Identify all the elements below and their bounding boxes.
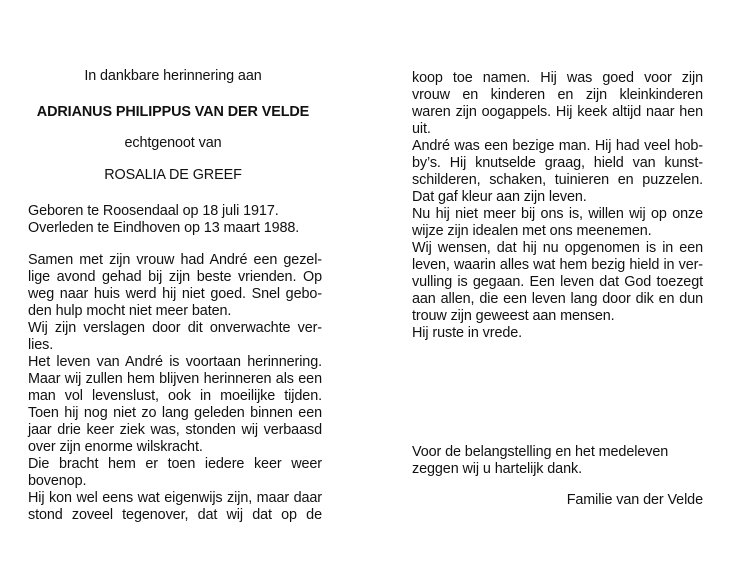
relation-text: echtgenoot van xyxy=(124,135,222,151)
text-line: aan allen, die een leven lang door dik en dun xyxy=(412,291,703,307)
text-line: vulling is gegaan. Een leven dat God toezegt xyxy=(412,274,703,290)
text-line: Maar wij zullen hem blijven herinneren als een xyxy=(28,371,322,387)
text-line: wijze zijn idealen met ons meenemen. xyxy=(412,223,652,239)
text-line: Hij kon wel eens wat eigenwijs zijn, maar daar xyxy=(28,490,322,506)
text-line: stond zoveel tegenover, dat wij dat op de xyxy=(28,507,322,523)
text-line: Samen met zijn vrouw had André een gezel- xyxy=(28,252,322,268)
text-line: by’s. Hij knutselde graag, hield van kunst- xyxy=(412,155,703,171)
birth-line: Geboren te Roosendaal op 18 juli 1917. xyxy=(28,203,279,219)
text-line: weg naar huis werd hij niet goed. Snel gebo- xyxy=(28,286,322,302)
left-column xyxy=(0,0,367,584)
text-line: Wij wensen, dat hij nu opgenomen is in een xyxy=(412,240,703,256)
text-line: Wij zijn verslagen door dit onverwachte ver- xyxy=(28,320,322,336)
text-line: leven, waarin alles wat hem bezig hield in ver- xyxy=(412,257,703,273)
text-line: Die bracht hem er toen iedere keer weer xyxy=(28,456,322,472)
text-line: over zijn enorme wilskracht. xyxy=(28,439,203,455)
text-line: Nu hij niet meer bij ons is, willen wij op onze xyxy=(412,206,703,222)
thanks-line: zeggen wij u hartelijk dank. xyxy=(412,461,582,477)
family-signature: Familie van der Velde xyxy=(566,492,703,508)
text-line: bovenop. xyxy=(28,473,87,489)
text-line: Toen hij nog niet zo lang geleden binnen een xyxy=(28,405,322,421)
text-line: jaar drie keer ziek was, stonden wij verbaasd xyxy=(28,422,322,438)
death-line: Overleden te Eindhoven op 13 maart 1988. xyxy=(28,220,300,236)
text-line: lige avond gehad bij zijn beste vrienden. Op xyxy=(28,269,322,285)
text-line: André was een bezige man. Hij had veel hob- xyxy=(412,138,703,154)
thanks-line: Voor de belangstelling en het medeleven xyxy=(412,444,669,460)
text-line: schilderen, schaken, tuinieren en puzzelen. xyxy=(412,172,703,188)
text-line: Dat gaf kleur aan zijn leven. xyxy=(412,189,587,205)
text-line: trouw zijn geweest aan mensen. xyxy=(412,308,615,324)
text-line: waren zijn oogappels. Hij keek altijd naar hen xyxy=(412,104,703,120)
intro-text: In dankbare herinnering aan xyxy=(84,68,262,84)
spouse-name: ROSALIA DE GREEF xyxy=(104,167,242,183)
text-line: Hij ruste in vrede. xyxy=(412,325,523,341)
text-line: koop toe namen. Hij was goed voor zijn xyxy=(412,70,703,86)
text-line: den hulp mocht niet meer baten. xyxy=(28,303,232,319)
text-line: vrouw en kinderen en zijn kleinkinderen xyxy=(412,87,703,103)
text-line: Het leven van André is voortaan herinnering. xyxy=(28,354,322,370)
deceased-name: ADRIANUS PHILIPPUS VAN DER VELDE xyxy=(36,104,310,120)
right-column xyxy=(367,0,735,584)
text-line: uit. xyxy=(412,121,431,137)
text-line: lies. xyxy=(28,337,54,353)
text-line: man vol levenslust, ook in moeilijke tijden. xyxy=(28,388,322,404)
